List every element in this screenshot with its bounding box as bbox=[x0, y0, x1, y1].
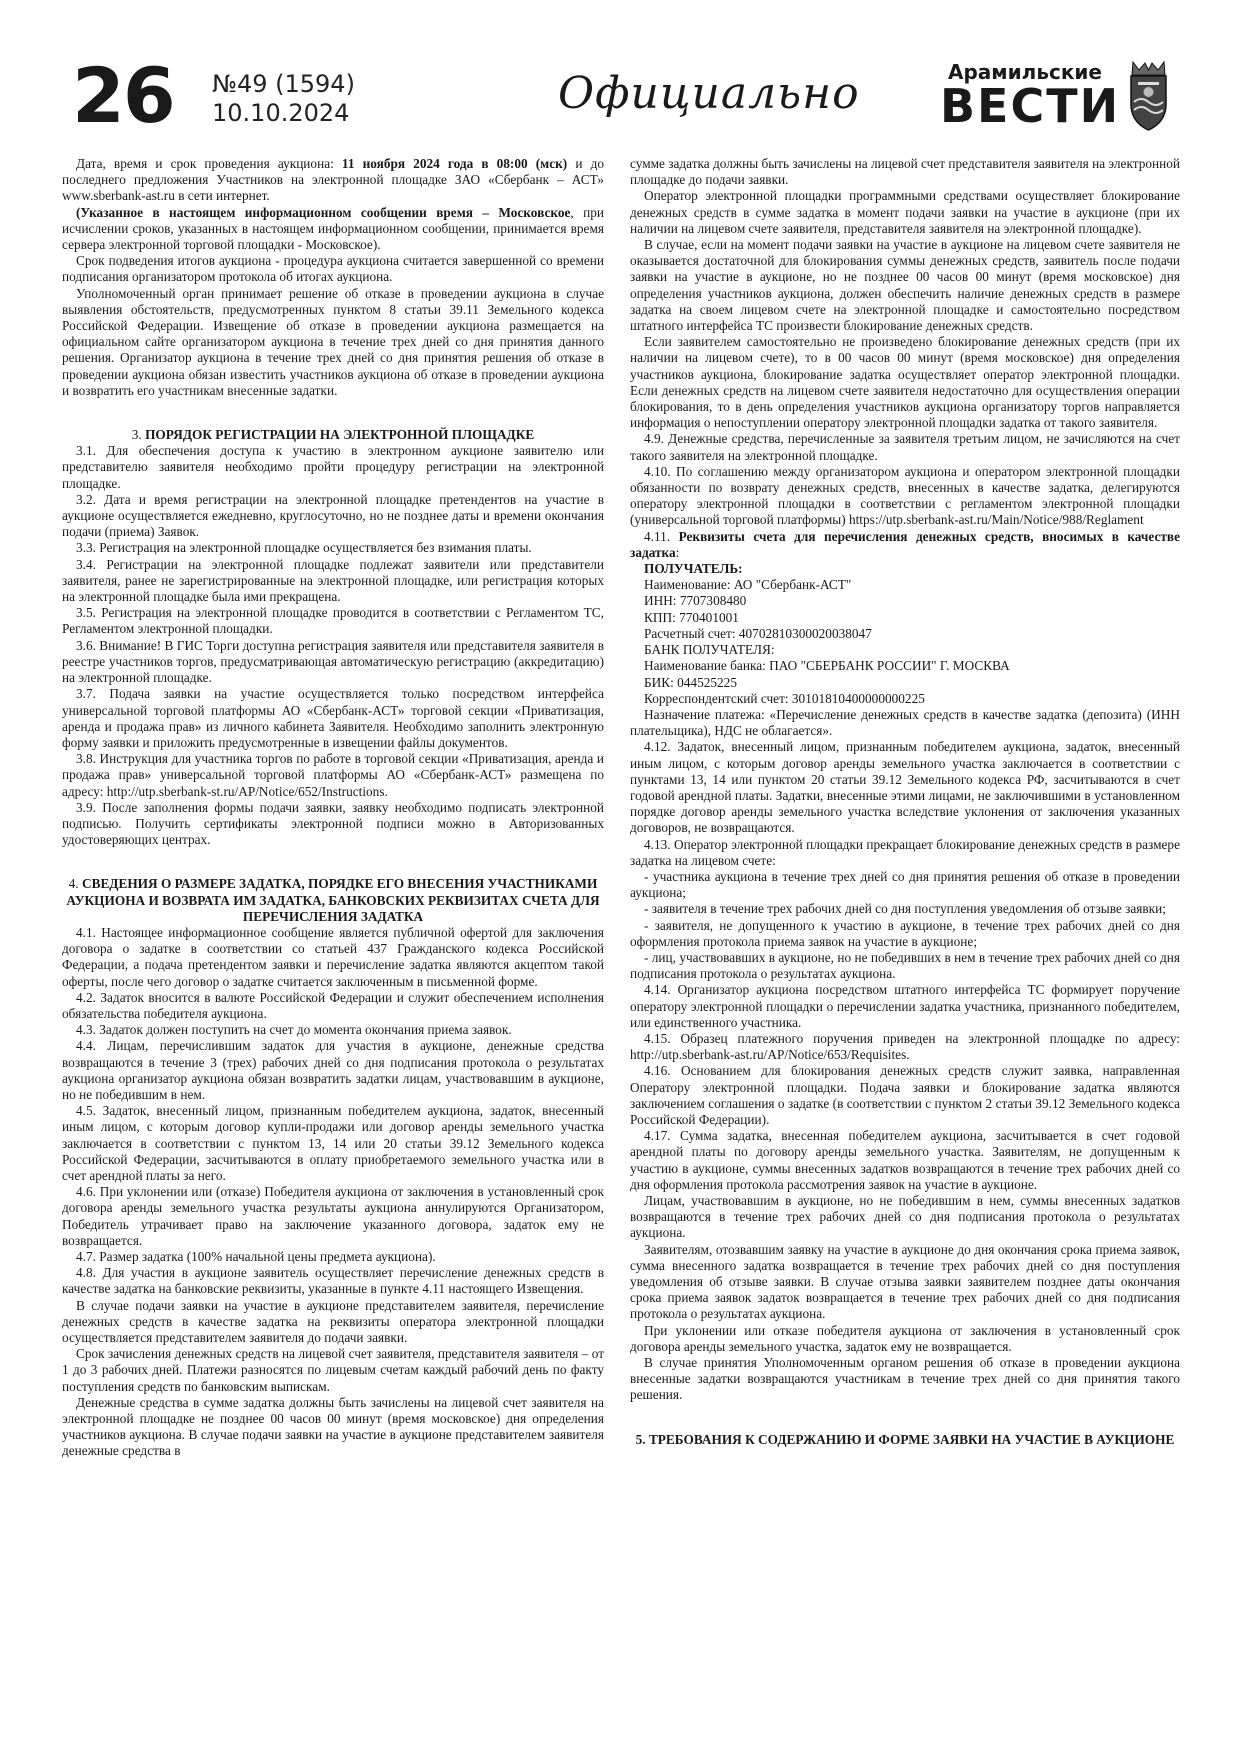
paragraph: 4.3. Задаток должен поступить на счет до момента окончания приема заявок. bbox=[76, 1022, 512, 1038]
paragraph: Оператор электронной площадки программными средствами осуществляет блокирование денежных средств в сумме задатка в момент подачи заявки на участие в аукционе (при их наличии на лицевом счете заявителя, представителя заявителя на электронной площадке). bbox=[630, 188, 1180, 236]
logo-top-text: Арамильские bbox=[948, 60, 1102, 84]
requisite-line: Наименование банка: ПАО "СБЕРБАНК РОССИИ" Г. МОСКВА bbox=[644, 658, 1010, 674]
paragraph: Срок зачисления денежных средств на лицевой счет заявителя, представителя заявителя – от 1 до 3 рабочих дней. Платежи разносятся по лицевым счетам каждый рабочий день по факту поступления средств по банковским выпискам. bbox=[62, 1346, 604, 1394]
paragraph: Если заявителем самостоятельно не произведено блокирование денежных средств (при их наличии на лицевом счете), то в 00 часов 00 минут (время московское) дня определения участников аукциона, блокирование задатка осуществляет оператор электронной площадки. Если денежных средств на лицевом счете заявителя недостаточно для осуществления операции блокирования, то в день определения участников аукциона организатору торгов направляется информация о непоступлении оператору электронной площадки задатка от такого заявителя. bbox=[630, 334, 1180, 431]
issue-info bbox=[212, 70, 355, 128]
list-item: - заявителя в течение трех рабочих дней со дня поступления уведомления об отзыве заявки; bbox=[644, 901, 1166, 917]
requisite-line: КПП: 770401001 bbox=[644, 609, 739, 625]
section-title: Официально bbox=[558, 68, 860, 119]
list-item: - лиц, участвовавших в аукционе, но не победивших в нем в течение трех рабочих дней со дня подписания протокола о результатах аукциона. bbox=[630, 949, 1180, 982]
paragraph: 4.1. Настоящее информационное сообщение является публичной офертой для заключения договора о задатке в соответствии со статьей 437 Гражданского кодекса Российской Федерации, а подача претендентом заявки и перечисление задатка являются акцептом такой оферты, после чего договор о задатке считается заключенным в письменной форме. bbox=[62, 924, 604, 989]
newspaper-logo bbox=[940, 60, 1121, 133]
paragraph: В случае подачи заявки на участие в аукционе представителем заявителя, перечисление денежных средств в качестве задатка на реквизиты оператора электронной площадки осуществляется представителем заявителя до подачи заявки. bbox=[62, 1297, 604, 1346]
paragraph: 3.8. Инструкция для участника торгов по работе в торговой секции «Приватизация, аренда и продажа прав» универсальной торговой платформы АО «Сбербанк-АСТ» размещена по адресу: http://utp.sberbank-st.ru/AP/Notice/652/Instructions. bbox=[62, 751, 604, 799]
requisite-line: Корреспондентский счет: 30101810400000000225 bbox=[644, 690, 925, 706]
paragraph: 4.11. Реквизиты счета для перечисления денежных средств, вносимых в качестве задатка: bbox=[630, 528, 1180, 560]
requisite-line: Расчетный счет: 40702810300020038047 bbox=[644, 625, 872, 641]
requisite-line: БИК: 044525225 bbox=[644, 674, 737, 690]
paragraph: 3.9. После заполнения формы подачи заявки, заявку необходимо подписать электронной подписью. Получить сертификаты электронной подписи можно в Авторизованных удостоверяющих центрах. bbox=[62, 799, 604, 848]
paragraph: 4.14. Организатор аукциона посредством штатного интерфейса ТС формирует поручение оператору электронной площадки о перечислении задатка участника, признанного победителем, или единственного участника. bbox=[630, 982, 1180, 1030]
paragraph: Дата, время и срок проведения аукциона: 11 ноября 2024 года в 08:00 (мск) и до последнего предложения Участников на электронной площадке ЗАО «Сбербанк – АСТ» www.sberbank-ast.ru в сети интернет. bbox=[62, 156, 604, 204]
paragraph: 4.5. Задаток, внесенный лицом, признанным победителем аукциона, задаток, внесенный иным лицом, с которым договор купли-продажи или договор аренды земельного участка заключается в соответствии с пунктом 13, 14 или 20 статьи 39.12 Земельного кодекса Российской Федерации, засчитываются в оплату приобретаемого земельного участка или в счет арендной платы за него. bbox=[62, 1103, 604, 1183]
paragraph: 4.15. Образец платежного поручения приведен на электронной площадке по адресу: http://utp.sberbank-ast.ru/AP/Notice/653/Requisites. bbox=[630, 1030, 1180, 1063]
paragraph: Денежные средства в сумме задатка должны быть зачислены на лицевой счет заявителя на электронной площадке не позднее 00 часов 00 минут (время московское) дня определения участников аукциона. В случае подачи заявки на участие в аукционе представителем заявителя денежные средства в bbox=[62, 1394, 604, 1459]
paragraph: Срок подведения итогов аукциона - процедура аукциона считается завершенной со времени подписания организатором протокола об итогах аукциона. bbox=[62, 253, 604, 285]
issue-number: №49 (1594) bbox=[212, 70, 355, 98]
paragraph: 3.4. Регистрации на электронной площадке подлежат заявители или представители заявителя, ранее не зарегистрированные на электронной площадке, или регистрация которых на электронной площадке была ими прекращена. bbox=[62, 556, 604, 605]
paragraph: (Указанное в настоящем информационном сообщении время – Московское, при исчислении сроков, указанных в настоящем информационном сообщении, принимается время сервера электронной торговой площадки - Московское). bbox=[62, 204, 605, 253]
paragraph: 4.10. По соглашению между организатором аукциона и оператором электронной площадки обязанности по возврату денежных средств, внесенных в качестве задатка, делегируются оператору электронной площадки в соответствии с регламентом электронной площадки (универсальной торговой платформы) https://utp.sberbank-ast.ru/Main/Notice/988/Reglament bbox=[630, 463, 1180, 528]
requisite-line: ИНН: 7707308480 bbox=[644, 593, 747, 609]
paragraph: Назначение платежа: «Перечисление денежных средств в качестве задатка (депозита) (ИНН плательщика), НДС не облагается». bbox=[630, 706, 1180, 739]
paragraph: 3.7. Подача заявки на участие осуществляется только посредством интерфейса универсальной торговой платформы АО «Сбербанк-АСТ» торговой секции «Приватизация, аренда и продажа прав» из личного кабинета Заявителя. Необходимо заполнить электронную форму заявки и приложить предусмотренные в извещении файлы документов. bbox=[62, 686, 604, 750]
paragraph: При уклонении или отказе победителя аукциона от заключения в установленный срок договора аренды земельного участка, задаток ему не возвращается. bbox=[630, 1322, 1180, 1354]
paragraph: 4.2. Задаток вносится в валюте Российской Федерации и служит обеспечением исполнения обязательства победителя аукциона. bbox=[62, 989, 604, 1021]
paragraph: 4.16. Основанием для блокирования денежных средств служит заявка, направленная Оператору электронной площадки. Подача заявки и блокирование задатка являются заключением соглашения о задатке (в соответствии с пунктом 2 статьи 39.12 Земельного кодекса Российской Федерации). bbox=[630, 1063, 1180, 1127]
paragraph: сумме задатка должны быть зачислены на лицевой счет представителя заявителя на электронной площадке до подачи заявки. bbox=[630, 156, 1180, 188]
paragraph: 4.12. Задаток, внесенный лицом, признанным победителем аукциона, задаток, внесенный иным лицом, с которым договор аренды земельного участка заключается в соответствии с пунктами 13, 14 или пунктом 20 статьи 39.12 Земельного кодекса РФ, засчитываются в счет годовой арендной платы. Задатки, внесенные этими лицами, не заключившими в установленном порядке договор аренды земельного участка вследствие уклонения от заключения указанных договоров, не возвращаются. bbox=[630, 739, 1180, 836]
logo-bottom-text: ВЕСТИ bbox=[940, 79, 1121, 133]
paragraph: Уполномоченный орган принимает решение об отказе в проведении аукциона в случае выявления обстоятельств, предусмотренных пунктом 8 статьи 39.11 Земельного кодекса Российской Федерации. Извещение об отказе в проведении аукциона размещается на официальном сайте организатором аукциона в течение трех дней со дня принятия данного решения. Организатор аукциона в течение трех дней со дня принятия решения об отказе в проведении аукциона обязан известить участников аукциона об отказе в проведении аукциона и возвратить его участникам внесенные задатки. bbox=[62, 285, 604, 398]
list-item: - заявителя, не допущенного к участию в аукционе, в течение трех рабочих дней со дня оформления протокола приема заявок на участие в аукционе; bbox=[630, 917, 1180, 949]
paragraph: 4.9. Денежные средства, перечисленные за заявителя третьим лицом, не зачисляются на счет такого заявителя на электронной площадке. bbox=[630, 431, 1180, 463]
text-column-right bbox=[630, 156, 1180, 1448]
paragraph: 4.17. Сумма задатка, внесенная победителем аукциона, засчитывается в счет годовой арендной платы по договору аренды земельного участка. Заявителям, не допущенным к участию в аукционе, суммы внесенных задатков возвращаются в течение трех рабочих дней со дня оформления протокола рассмотрения заявок на участие в аукционе. bbox=[630, 1128, 1180, 1192]
section-heading: 4. СВЕДЕНИЯ О РАЗМЕРЕ ЗАДАТКА, ПОРЯДКЕ ЕГО ВНЕСЕНИЯ УЧАСТНИКАМИ АУКЦИОНА И ВОЗВРАТА ИМ ЗАДАТКА, БАНКОВСКИХ РЕКВИЗИТАХ СЧЕТА ДЛЯ ПЕРЕЧИСЛЕНИЯ ЗАДАТКА bbox=[66, 876, 600, 924]
paragraph: 3.2. Дата и время регистрации на электронной площадке претендентов на участие в аукционе осуществляется ежедневно, круглосуточно, но не позднее даты и времени окончания подачи (приема) Заявок. bbox=[62, 491, 604, 540]
paragraph: В случае, если на момент подачи заявки на участие в аукционе на лицевом счете заявителя не оказывается достаточной для блокирования суммы денежных средств, заявитель после подачи заявки на участие в аукционе, но не позднее 00 часов 00 минут (время московское) дня определения участников аукциона, должен обеспечить наличие денежных средств в размере задатка на своем лицевом счете на электронной площадке и самостоятельно посредством штатного интерфейса ТС произвести блокирование денежных средств. bbox=[630, 237, 1180, 334]
paragraph: Заявителям, отозвавшим заявку на участие в аукционе до дня окончания срока приема заявок, сумма внесенного задатка возвращается в течение трех рабочих дней со дня поступления уведомления об отзыве заявки. В случае отзыва заявки заявителем позднее даты окончания срока приема заявок задаток возвращается в течение трех рабочих дней со дня подписания протокола о результатах аукциона. bbox=[630, 1241, 1180, 1322]
page-header bbox=[62, 51, 1180, 144]
section-heading: 5. ТРЕБОВАНИЯ К СОДЕРЖАНИЮ И ФОРМЕ ЗАЯВКИ НА УЧАСТИЕ В АУКЦИОНЕ bbox=[635, 1431, 1175, 1447]
paragraph: 3.5. Регистрация на электронной площадке проводится в соответствии с Регламентом ТС, Регламентом электронной площадки. bbox=[62, 605, 604, 637]
paragraph: В случае принятия Уполномоченным органом решения об отказе в проведении аукциона внесенные задатки возвращаются участникам в течение трех дней со дня принятия такого решения. bbox=[630, 1355, 1180, 1403]
paragraph: 4.4. Лицам, перечислившим задаток для участия в аукционе, денежные средства возвращаются в течение 3 (трех) рабочих дней со дня подписания протокола о результатах аукциона организатор аукциона обязан возвратить задатки лицам, участвовавшим в аукционе, но не победившим в нем. bbox=[62, 1038, 604, 1102]
text-column-left bbox=[62, 156, 604, 1460]
section-heading: 3. ПОРЯДОК РЕГИСТРАЦИИ НА ЭЛЕКТРОННОЙ ПЛОЩАДКЕ bbox=[131, 427, 535, 443]
list-item: - участника аукциона в течение трех дней со дня принятия решения об отказе в проведении аукциона; bbox=[630, 868, 1180, 901]
requisite-line: БАНК ПОЛУЧАТЕЛЯ: bbox=[644, 642, 775, 658]
requisite-line: Наименование: АО "Сбербанк-АСТ" bbox=[644, 577, 852, 593]
paragraph: 4.8. Для участия в аукционе заявитель осуществляет перечисление денежных средств в качестве задатка на банковские реквизиты, указанные в пункте 4.11 настоящего Извещения. bbox=[62, 1265, 604, 1297]
coat-of-arms-icon bbox=[1125, 60, 1172, 132]
issue-date: 10.10.2024 bbox=[212, 99, 350, 127]
page-number: 26 bbox=[72, 51, 174, 140]
recipient-title: ПОЛУЧАТЕЛЬ: bbox=[644, 561, 743, 577]
paragraph: 4.7. Размер задатка (100% начальной цены предмета аукциона). bbox=[76, 1249, 436, 1264]
paragraph: Лицам, участвовавшим в аукционе, но не победившим в нем, суммы внесенных задатков возвращаются в течение трех рабочих дней со дня подписания протокола о результатах аукциона. bbox=[630, 1193, 1180, 1241]
paragraph: 3.1. Для обеспечения доступа к участию в электронном аукционе заявителю или представителю заявителя необходимо пройти процедуру регистрации на электронной площадке. bbox=[62, 443, 604, 491]
paragraph: 4.6. При уклонении или (отказе) Победителя аукциона от заключения в установленный срок договора аренды земельного участка результаты аукциона аннулируются Организатором, Победитель утрачивает право на заключение указанного договора, задаток ему не возвращается. bbox=[62, 1184, 604, 1248]
paragraph: 4.13. Оператор электронной площадки прекращает блокирование денежных средств в размере задатка на лицевом счете: bbox=[630, 836, 1180, 868]
paragraph: 3.3. Регистрация на электронной площадке осуществляется без взимания платы. bbox=[76, 540, 532, 556]
paragraph: 3.6. Внимание! В ГИС Торги доступна регистрация заявителя или представителя заявителя в реестре участников торгов, предусматривающая автоматическую регистрацию (аккредитацию) на электронной площадке. bbox=[62, 637, 604, 686]
